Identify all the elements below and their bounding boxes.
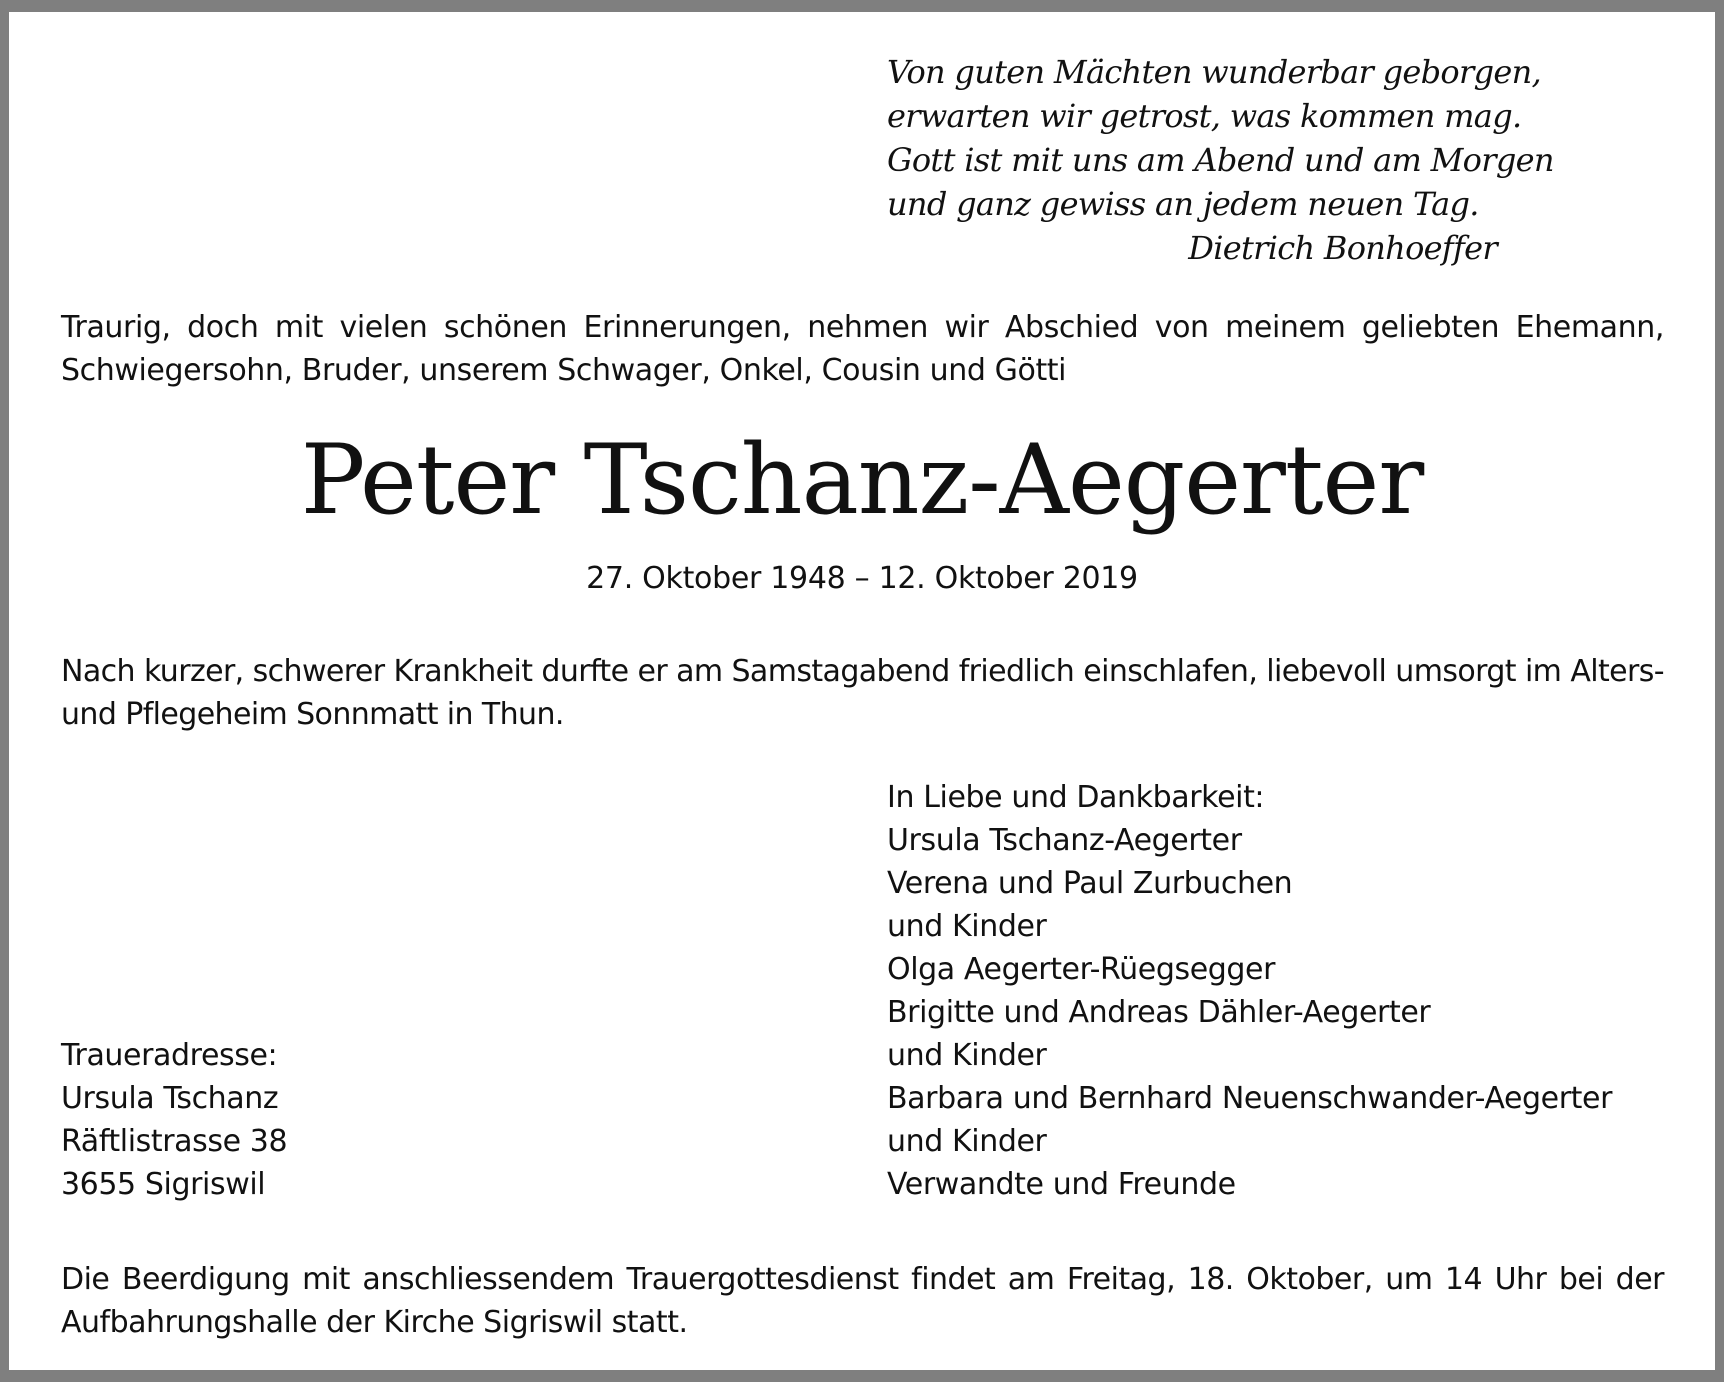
mourner-entry: und Kinder — [887, 909, 1047, 944]
funeral-text: Die Beerdigung mit anschliessendem Trauergottesdienst findet am Freitag, 18. Oktober, um 14 Uhr bei der Aufbahrungshalle der Kirche Sigriswil statt. — [61, 1262, 1664, 1340]
poem-line: und ganz gewiss an jedem neuen Tag. — [887, 185, 1479, 223]
mourners-list — [887, 776, 1687, 1206]
mourner-entry: und Kinder — [887, 1124, 1047, 1159]
mourner-entry: Barbara und Bernhard Neuenschwander-Aegerter — [887, 1081, 1613, 1116]
illness-text: Nach kurzer, schwerer Krankheit durfte er am Samstagabend friedlich einschlafen, liebevoll umsorgt im Alters- und Pflegeheim Sonnmatt in Thun. — [61, 654, 1664, 732]
poem-author: Dietrich Bonhoeffer — [1188, 229, 1497, 267]
address-line: Räftlistrasse 38 — [61, 1124, 288, 1159]
obituary-notice — [9, 12, 1715, 1370]
deceased-name: Peter Tschanz-Aegerter — [300, 424, 1424, 536]
address-line: Ursula Tschanz — [61, 1081, 279, 1116]
mourners-heading: In Liebe und Dankbarkeit: — [887, 780, 1265, 815]
mourner-entry: Verena und Paul Zurbuchen — [887, 866, 1293, 901]
poem-quote — [887, 50, 1554, 270]
mourner-entry: Olga Aegerter-Rüegsegger — [887, 952, 1276, 987]
poem-line: Gott ist mit uns am Abend und am Morgen — [887, 141, 1554, 179]
address-heading: Traueradresse: — [61, 1038, 278, 1073]
mourner-entry: Brigitte und Andreas Dähler-Aegerter — [887, 995, 1431, 1030]
intro-text: Traurig, doch mit vielen schönen Erinnerungen, nehmen wir Abschied von meinem geliebten Ehemann, Schwiegersohn, Bruder, unserem Schwager, Onkel, Cousin und Götti — [61, 310, 1664, 388]
mourner-entry: Verwandte und Freunde — [887, 1167, 1236, 1202]
mourner-entry: Ursula Tschanz-Aegerter — [887, 823, 1242, 858]
life-dates: 27. Oktober 1948 – 12. Oktober 2019 — [586, 561, 1138, 596]
poem-line: Von guten Mächten wunderbar geborgen, — [887, 53, 1541, 91]
address-line: 3655 Sigriswil — [61, 1167, 266, 1202]
mourning-address — [61, 1034, 661, 1206]
mourner-entry: und Kinder — [887, 1038, 1047, 1073]
poem-line: erwarten wir getrost, was kommen mag. — [887, 97, 1522, 135]
